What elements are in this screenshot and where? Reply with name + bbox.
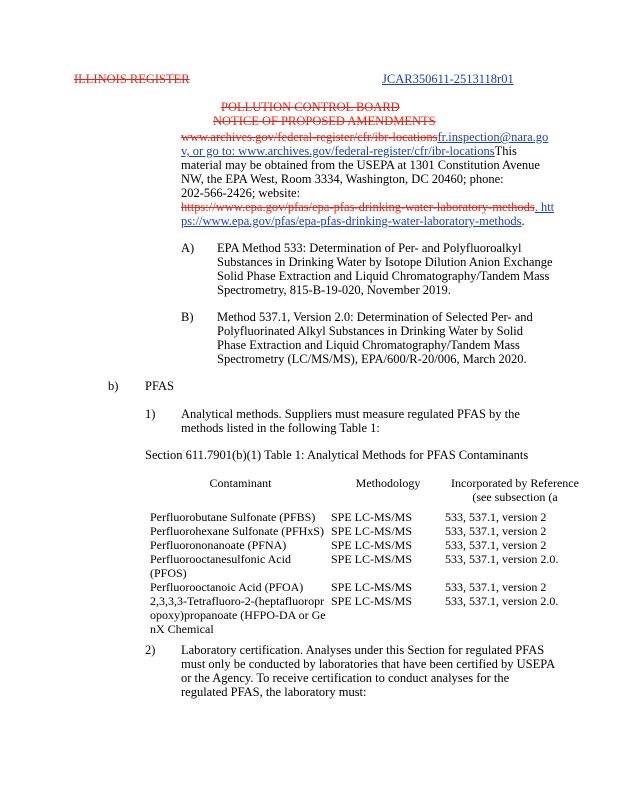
epa-methods-link-new-start[interactable]: . htt bbox=[534, 200, 555, 214]
method-a-line-4: Spectrometry, 815-B-19-020, November 2019. bbox=[217, 283, 451, 297]
method-cell: SPE LC-MS/MS bbox=[331, 510, 413, 524]
item-1-line-1: Analytical methods. Suppliers must measure regulated PFAS by the bbox=[181, 407, 520, 421]
epa-methods-link-new[interactable]: ps://www.epa.gov/pfas/epa-pfas-drinking-water-laboratory-methods bbox=[181, 214, 522, 228]
header-reference bbox=[445, 476, 585, 504]
method-b-line-1: Method 537.1, Version 2.0: Determination of Selected Per- and bbox=[217, 310, 533, 324]
table-row bbox=[150, 552, 585, 580]
contaminant-cell: Perfluorobutane Sulfonate (PFBS) bbox=[150, 510, 316, 524]
intro-line-5: 202-566-2426; website: bbox=[181, 186, 301, 200]
intro-line-4: NW, the EPA West, Room 3334, Washington, DC 20460; phone: bbox=[181, 172, 504, 186]
intro-line-1 bbox=[181, 130, 548, 145]
reference-cell: 533, 537.1, version 2 bbox=[445, 510, 547, 524]
epa-methods-link-old[interactable]: https://www.epa.gov/pfas/epa-pfas-drinking-water-laboratory-methods bbox=[181, 200, 535, 214]
intro-period: . bbox=[521, 214, 525, 228]
pfas-methods-table bbox=[150, 476, 585, 636]
notice-title: NOTICE OF PROPOSED AMENDMENTS bbox=[213, 114, 436, 128]
table-row bbox=[150, 538, 585, 552]
reference-cell: 533, 537.1, version 2.0. bbox=[445, 552, 559, 566]
method-cell: SPE LC-MS/MS bbox=[331, 552, 413, 566]
register-title: ILLINOIS REGISTER bbox=[74, 72, 190, 86]
table-row bbox=[150, 524, 585, 538]
item-2-line-4: regulated PFAS, the laboratory must: bbox=[181, 685, 367, 699]
ibr-locations-link-new[interactable]: v, or go to: www.archives.gov/federal-register/cfr/ibr-locations bbox=[181, 144, 495, 158]
intro-text-this: This bbox=[494, 144, 517, 158]
intro-line-2 bbox=[181, 144, 517, 159]
nara-email-link[interactable]: fr.inspection@nara.go bbox=[437, 130, 549, 144]
contaminant-cell: Perfluorooctanoic Acid (PFOA) bbox=[150, 580, 304, 594]
method-b-label: B) bbox=[181, 310, 194, 324]
method-a-line-3: Solid Phase Extraction and Liquid Chromatography/Tandem Mass bbox=[217, 269, 550, 283]
ibr-locations-link-old[interactable]: www.archives.gov/federal-register/cfr/ibr-locations bbox=[181, 130, 438, 144]
method-cell: SPE LC-MS/MS bbox=[331, 524, 413, 538]
method-cell: SPE LC-MS/MS bbox=[331, 580, 413, 594]
intro-line-7 bbox=[181, 214, 525, 229]
reference-cell: 533, 537.1, version 2 bbox=[445, 524, 547, 538]
header-methodology: Methodology bbox=[355, 476, 421, 490]
intro-line-3: material may be obtained from the USEPA at 1301 Constitution Avenue bbox=[181, 158, 540, 172]
item-1-line-2: methods listed in the following Table 1: bbox=[181, 421, 380, 435]
reference-cell: 533, 537.1, version 2 bbox=[445, 538, 547, 552]
table-row bbox=[150, 594, 585, 636]
reference-cell: 533, 537.1, version 2.0. bbox=[445, 594, 559, 608]
item-2-line-2: must only be conducted by laboratories that have been certified by USEPA bbox=[181, 657, 556, 671]
method-a-label: A) bbox=[181, 241, 195, 255]
contaminant-cell: Perfluorooctanesulfonic Acid (PFOS) bbox=[150, 552, 291, 580]
intro-line-6 bbox=[181, 200, 554, 215]
header-reference-line-2: (see subsection (a bbox=[472, 490, 558, 504]
method-b-line-4: Spectrometry (LC/MS/MS), EPA/600/R-20/006, March 2020. bbox=[217, 352, 527, 366]
table-caption: Section 611.7901(b)(1) Table 1: Analytical Methods for PFAS Contaminants bbox=[145, 448, 529, 462]
header-contaminant: Contaminant bbox=[209, 476, 272, 490]
item-2-line-3: or the Agency. To receive certification to conduct analyses for the bbox=[181, 671, 510, 685]
document-id: JCAR350611-2513118r01 bbox=[382, 72, 514, 86]
item-2-line-1: Laboratory certification. Analyses under this Section for regulated PFAS bbox=[181, 643, 545, 657]
method-cell: SPE LC-MS/MS bbox=[331, 594, 413, 608]
header-reference-line-1: Incorporated by Reference bbox=[451, 476, 579, 490]
contaminant-cell: 2,3,3,3-Tetrafluoro-2-(heptafluoropropoxy)propanoate (HFPO-DA or GenX Chemical bbox=[150, 594, 326, 636]
section-b-title: PFAS bbox=[145, 379, 174, 393]
table-row bbox=[150, 510, 585, 524]
table-row bbox=[150, 580, 585, 594]
section-b-label: b) bbox=[108, 379, 119, 393]
contaminant-cell: Perfluorononanoate (PFNA) bbox=[150, 538, 287, 552]
method-a-line-2: Substances in Drinking Water by Isotope Dilution Anion Exchange bbox=[217, 255, 553, 269]
item-2-label: 2) bbox=[145, 643, 156, 657]
method-a-line-1: EPA Method 533: Determination of Per- and Polyfluoroalkyl bbox=[217, 241, 522, 255]
item-1-label: 1) bbox=[145, 407, 156, 421]
reference-cell: 533, 537.1, version 2 bbox=[445, 580, 547, 594]
table-header-row bbox=[150, 476, 585, 504]
method-b-line-3: Phase Extraction and Liquid Chromatography/Tandem Mass bbox=[217, 338, 520, 352]
contaminant-cell: Perfluorohexane Sulfonate (PFHxS) bbox=[150, 524, 324, 538]
board-name: POLLUTION CONTROL BOARD bbox=[221, 100, 400, 114]
method-cell: SPE LC-MS/MS bbox=[331, 538, 413, 552]
method-b-line-2: Polyfluorinated Alkyl Substances in Drinking Water by Solid bbox=[217, 324, 524, 338]
